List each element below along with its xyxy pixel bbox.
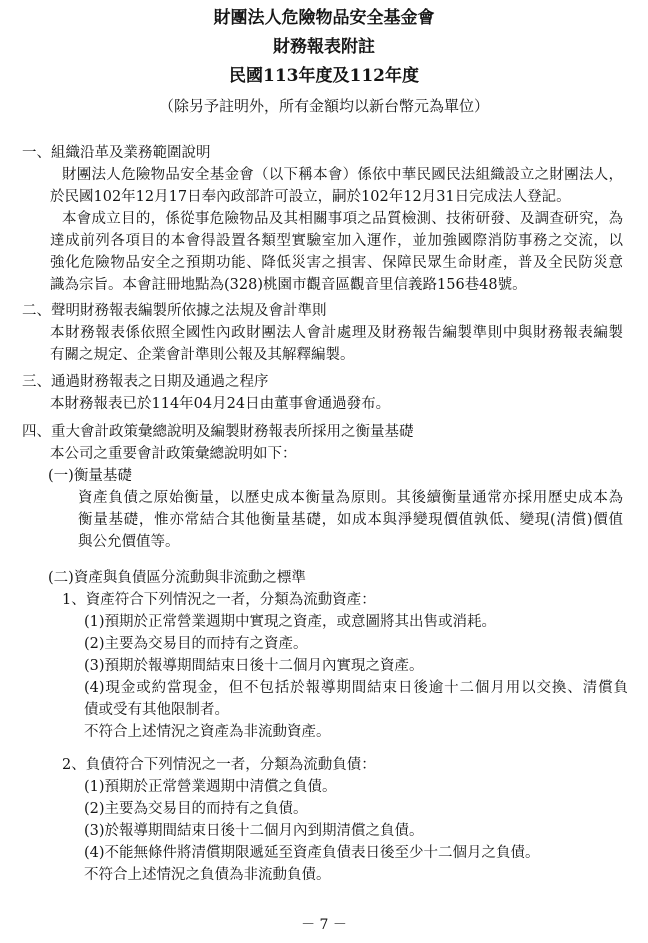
reporting-period: 民國113年度及112年度 bbox=[229, 66, 419, 86]
paragraph-line: 識為宗旨。本會註冊地點為(328)桃園市觀音區觀音里信義路156巷48號。 bbox=[50, 277, 527, 293]
section-heading: 四、重大會計政策彙總說明及編製財務報表所採用之衡量基礎 bbox=[22, 424, 414, 440]
list-item: (3)於報導期間結束日後十二個月內到期清償之負債。 bbox=[84, 823, 424, 839]
list-item-continuation: 債或受有其他限制者。 bbox=[84, 702, 229, 718]
currency-unit-note: （除另予註明外，所有金額均以新台幣元為單位） bbox=[158, 97, 489, 115]
paragraph-line: 與公允價值等。 bbox=[78, 534, 180, 550]
section-accounting-policies bbox=[0, 421, 623, 553]
section-approval-date bbox=[0, 371, 623, 415]
paragraph-line: 達成前列各項目的本會得設置各類型實驗室加入運作，並加強國際消防事務之交流，以 bbox=[50, 233, 623, 249]
organization-name: 財團法人危險物品安全基金會 bbox=[213, 8, 435, 28]
section-heading: 一、組織沿革及業務範圍說明 bbox=[22, 145, 211, 161]
page-number: － 7 － bbox=[301, 917, 347, 933]
list-item: (4)不能無條件將清償期限遞延至資產負債表日後至少十二個月之負債。 bbox=[84, 845, 540, 861]
paragraph-line: 強化危險物品安全之預期功能、降低災害之損害、保障民眾生命財產，普及全民防災意 bbox=[50, 255, 623, 271]
paragraph-line: 財團法人危險物品安全基金會（以下稱本會）係依中華民國民法組織設立之財團法人， bbox=[62, 167, 623, 183]
paragraph-line: 本財務報表係依照全國性內政財團法人會計處理及財務報告編製準則中與財務報表編製 bbox=[50, 325, 623, 341]
assets-closing-statement: 不符合上述情況之資產為非流動資產。 bbox=[84, 724, 331, 740]
paragraph-line: 本財務報表已於114年04月24日由董事會通過發布。 bbox=[50, 396, 391, 412]
liabilities-closing-statement: 不符合上述情況之負債為非流動負債。 bbox=[84, 867, 331, 883]
subsection-heading: (二)資產與負債區分流動與非流動之標準 bbox=[48, 570, 306, 586]
paragraph-line: 有關之規定、企業會計準則公報及其解釋編製。 bbox=[50, 347, 355, 363]
paragraph-line: 衡量基礎，惟亦常結合其他衡量基礎，如成本與淨變現價值孰低、變現(清償)價值 bbox=[78, 512, 623, 528]
section-intro: 本公司之重要會計政策彙總說明如下： bbox=[50, 446, 297, 462]
paragraph-line: 資產負債之原始衡量，以歷史成本衡量為原則。其後續衡量通常亦採用歷史成本為 bbox=[78, 490, 623, 506]
list-item: (1)預期於正常營業週期中實現之資產，或意圖將其出售或消耗。 bbox=[84, 614, 497, 630]
list-item: (2)主要為交易目的而持有之負債。 bbox=[84, 801, 308, 817]
paragraph-line: 於民國102年12月17日奉內政部許可設立，嗣於102年12月31日完成法人登記。 bbox=[50, 189, 571, 205]
section-heading: 二、聲明財務報表編製所依據之法規及會計準則 bbox=[22, 303, 327, 319]
assets-criteria-heading: 1、資產符合下列情況之一者，分類為流動資產： bbox=[62, 592, 376, 608]
document-header bbox=[0, 4, 648, 121]
paragraph-line: 本會成立目的，係從事危險物品及其相關事項之品質檢測、技術研發、及調查研究，為 bbox=[62, 211, 623, 227]
subsection-heading: (一)衡量基礎 bbox=[48, 468, 132, 484]
list-item: (3)預期於報導期間結束日後十二個月內實現之資產。 bbox=[84, 658, 424, 674]
liabilities-criteria bbox=[0, 754, 628, 886]
section-regulations-standards bbox=[0, 300, 623, 366]
subsection-current-classification bbox=[0, 567, 628, 743]
list-item: (1)預期於正常營業週期中清償之負債。 bbox=[84, 779, 337, 795]
list-item: (2)主要為交易目的而持有之資產。 bbox=[84, 636, 308, 652]
liabilities-criteria-heading: 2、負債符合下列情況之一者，分類為流動負債： bbox=[62, 757, 376, 773]
list-item: (4)現金或約當現金，但不包括於報導期間結束日後逾十二個月用以交換、清償負 bbox=[84, 680, 628, 696]
section-heading: 三、通過財務報表之日期及通過之程序 bbox=[22, 374, 269, 390]
section-organization-history bbox=[0, 142, 623, 296]
document-title: 財務報表附註 bbox=[273, 37, 375, 57]
